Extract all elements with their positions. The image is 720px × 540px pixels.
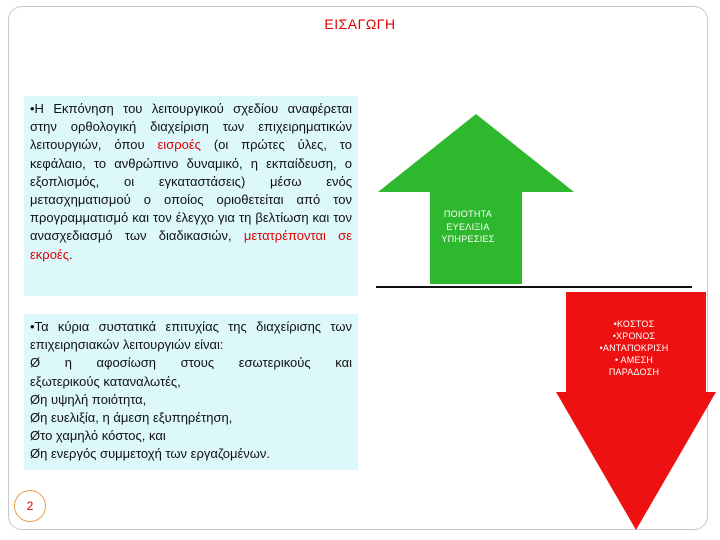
success-factor-item: εξωτερικούς καταναλωτές, bbox=[30, 373, 181, 389]
red-arrow-label-line: •ΧΡΟΝΟΣ bbox=[612, 331, 656, 341]
page-number: 2 bbox=[26, 499, 34, 513]
page-number-badge bbox=[14, 490, 46, 522]
green-up-arrow-shape bbox=[378, 114, 574, 284]
red-arrow-label-line: • ΑΜΕΣΗ bbox=[614, 355, 654, 365]
red-arrow-label-line: ΠΑΡΑΔΟΣΗ bbox=[608, 367, 660, 377]
red-arrow-label-line: •ΚΟΣΤΟΣ bbox=[613, 319, 655, 329]
green-up-arrow bbox=[378, 114, 574, 284]
highlight-outputs: μετατρέπονται σε εκροές bbox=[30, 228, 352, 262]
divider-line bbox=[376, 286, 692, 288]
success-factor-item: Ø η αφοσίωση στους εσωτερικούς και bbox=[30, 355, 352, 371]
slide-title: ΕΙΣΑΓΩΓΗ bbox=[324, 16, 396, 32]
success-factors-intro: •Τα κύρια συστατικά επιτυχίας της διαχείρισης των επιχειρησιακών λειτουργιών είναι: bbox=[30, 319, 352, 353]
success-factor-item: Øτο χαμηλό κόστος, και bbox=[30, 428, 166, 444]
success-factor-item: Øη ενεργός συμμετοχή των εργαζομένων. bbox=[30, 446, 271, 462]
green-arrow-label-line: ΥΠΗΡΕΣΙΕΣ bbox=[441, 234, 495, 244]
red-arrow-label bbox=[566, 318, 702, 378]
text-box-success-factors bbox=[24, 314, 358, 470]
description-text-part: (οι πρώτες ύλες, το κεφάλαιο, το ανθρώπινο δυναμικό, η εκπαίδευση, ο εξοπλισμός, οι εγκαταστάσεις) μέσω ενός μετασχηματισμού ο οποίος οριοθετείται από τον προγραμματισμό και τον έλεγχο για τη βελτίωση και τον ανασχεδιασμό των διαδικασιών, bbox=[30, 137, 352, 244]
success-factor-item: Øη ευελιξία, η άμεση εξυπηρέτηση, bbox=[30, 410, 233, 426]
green-arrow-label-line: ΕΥΕΛΙΞΙΑ bbox=[446, 221, 490, 232]
success-factor-item: Øη υψηλή ποιότητα, bbox=[30, 391, 147, 407]
red-arrow-label-line: •ΑΝΤΑΠΟΚΡΙΣΗ bbox=[599, 343, 669, 353]
highlight-inputs: εισροές bbox=[157, 137, 201, 153]
green-arrow-label bbox=[414, 208, 522, 246]
text-box-description bbox=[24, 96, 358, 296]
green-arrow-label-line: ΠΟΙΟΤΗΤΑ bbox=[443, 209, 493, 219]
description-text-end: . bbox=[68, 246, 73, 262]
description-text-part: •Η Εκπόνηση του λειτουργικού σχεδίου αναφέρεται στην ορθολογική διαχείριση των επιχειρηματικών λειτουργιών, όπου bbox=[30, 101, 352, 153]
